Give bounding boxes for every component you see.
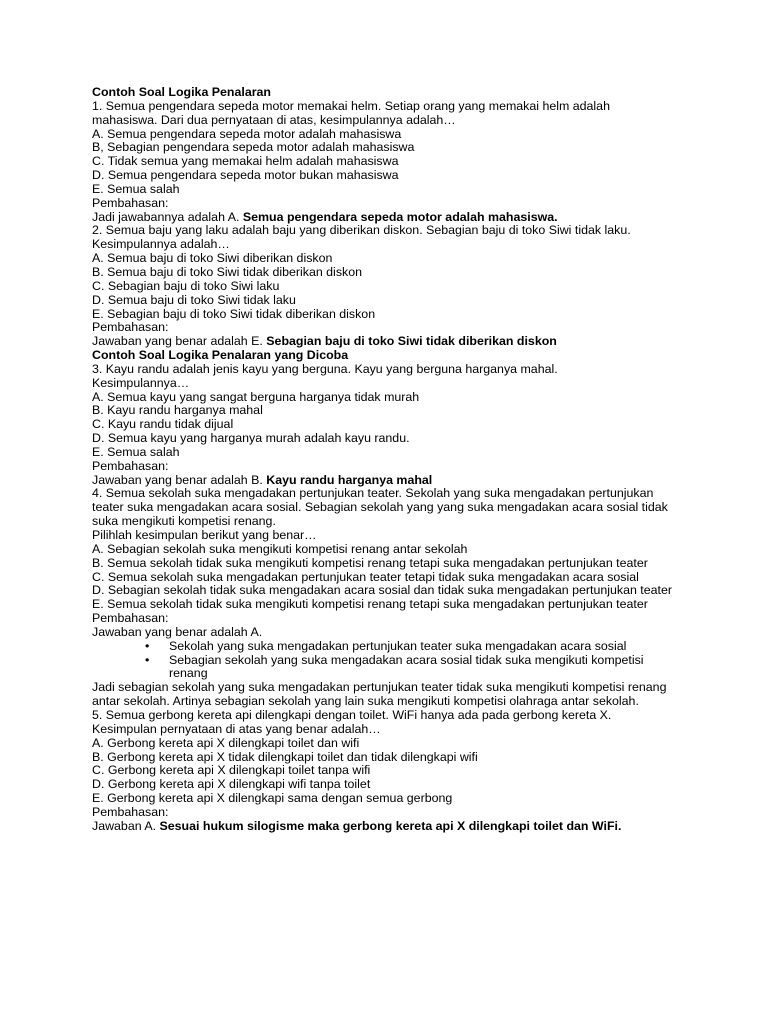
- option-e: E. Sebagian baju di toko Siwi tidak diberikan diskon: [92, 306, 376, 321]
- bullet-list: [92, 640, 692, 682]
- question-stem: 1. Semua pengendara sepeda motor memakai helm. Setiap orang yang memakai helm adalah mahasiswa. Dari dua pernyataan di atas, kesimpulannya adalah…: [92, 98, 610, 127]
- option-d: D. Semua baju di toko Siwi tidak laku: [92, 292, 296, 307]
- option-c: C. Kayu randu tidak dijual: [92, 417, 234, 432]
- question-3: [92, 363, 692, 488]
- bullet-icon: •: [145, 638, 150, 653]
- question-stem: 2. Semua baju yang laku adalah baju yang diberikan diskon. Sebagian baju di toko Siwi tidak laku. Kesimpulannya adalah…: [92, 223, 631, 252]
- option-e: E. Semua salah: [92, 181, 180, 196]
- question-5: [92, 709, 692, 834]
- answer-prefix: Jawaban yang benar adalah E.: [92, 334, 267, 349]
- answer-line: Jawaban yang benar adalah A.: [92, 624, 263, 639]
- discussion-label: Pembahasan:: [92, 320, 169, 335]
- discussion-label: Pembahasan:: [92, 804, 169, 819]
- question-prompt: Kesimpulan pernyataan di atas yang benar adalah…: [92, 721, 381, 736]
- answer-line: [92, 474, 692, 488]
- answer-text: Semua pengendara sepeda motor adalah mahasiswa.: [242, 209, 558, 224]
- conclusion-text: Jadi sebagian sekolah yang suka mengadakan pertunjukan teater tidak suka mengikuti kompetisi renang antar sekolah. Artinya sebagian sekolah yang lain suka mengikuti kompetisi olahraga antar sekolah.: [92, 680, 667, 709]
- question-stem: 4. Semua sekolah suka mengadakan pertunjukan teater. Sekolah yang suka mengadakan pertunjukan teater suka mengadakan acara sosial. Sebagian sekolah yang yang suka mengadakan acara sosial tidak suka mengikuti kompetisi renang.: [92, 486, 668, 529]
- option-d: D. Sebagian sekolah tidak suka mengadakan acara sosial dan tidak suka mengadakan pertunjukan teater: [92, 583, 672, 598]
- list-item-text: Sebagian sekolah yang suka mengadakan acara sosial tidak suka mengikuti kompetisi renang: [169, 652, 644, 681]
- list-item: [92, 640, 669, 654]
- option-b: B. Semua baju di toko Siwi tidak diberikan diskon: [92, 264, 362, 279]
- option-c: C. Gerbong kereta api X dilengkapi toilet tanpa wifi: [92, 763, 371, 778]
- discussion-label: Pembahasan:: [92, 458, 169, 473]
- option-b: B. Gerbong kereta api X tidak dilengkapi toilet dan tidak dilengkapi wifi: [92, 749, 478, 764]
- bullet-icon: •: [145, 652, 150, 667]
- answer-text: Sesuai hukum silogisme maka gerbong kereta api X dilengkapi toilet dan WiFi.: [159, 818, 622, 833]
- answer-prefix: Jadi jawabannya adalah A.: [92, 209, 243, 224]
- answer-prefix: Jawaban A.: [92, 818, 160, 833]
- option-c: C. Semua sekolah suka mengadakan pertunjukan teater tetapi tidak suka mengadakan acara sosial: [92, 569, 639, 584]
- question-1: [92, 100, 692, 225]
- option-a: A. Gerbong kereta api X dilengkapi toilet dan wifi: [92, 735, 360, 750]
- answer-text: Kayu randu harganya mahal: [266, 472, 433, 487]
- list-item: [92, 654, 669, 682]
- document-page: [92, 86, 692, 834]
- option-e: E. Semua sekolah tidak suka mengikuti kompetisi renang tetapi suka mengadakan pertunjukan teater: [92, 597, 648, 612]
- option-b: B. Kayu randu harganya mahal: [92, 403, 263, 418]
- option-d: D. Semua kayu yang harganya murah adalah kayu randu.: [92, 431, 410, 446]
- answer-line: [92, 335, 692, 349]
- section-title: Contoh Soal Logika Penalaran: [92, 85, 272, 99]
- option-b: B. Semua sekolah tidak suka mengikuti kompetisi renang tetapi suka mengadakan pertunjukan teater: [92, 555, 648, 570]
- option-b: B, Sebagian pengendara sepeda motor adalah mahasiswa: [92, 140, 415, 155]
- answer-line: [92, 211, 692, 225]
- option-d: D. Gerbong kereta api X dilengkapi wifi tanpa toilet: [92, 777, 371, 792]
- option-a: A. Semua pengendara sepeda motor adalah mahasiswa: [92, 126, 402, 141]
- option-d: D. Semua pengendara sepeda motor bukan mahasiswa: [92, 168, 399, 183]
- option-a: A. Semua baju di toko Siwi diberikan diskon: [92, 251, 333, 266]
- option-c: C. Tidak semua yang memakai helm adalah mahasiswa: [92, 154, 399, 169]
- option-e: E. Gerbong kereta api X dilengkapi sama dengan semua gerbong: [92, 791, 453, 806]
- option-c: C. Sebagian baju di toko Siwi laku: [92, 278, 280, 293]
- question-prompt: Pilihlah kesimpulan berikut yang benar…: [92, 528, 317, 542]
- discussion-label: Pembahasan:: [92, 611, 169, 626]
- option-a: A. Semua kayu yang sangat berguna harganya tidak murah: [92, 389, 420, 404]
- option-e: E. Semua salah: [92, 444, 180, 459]
- answer-line: [92, 820, 692, 834]
- section-title: Contoh Soal Logika Penalaran yang Dicoba: [92, 348, 349, 363]
- question-stem: 5. Semua gerbong kereta api dilengkapi dengan toilet. WiFi hanya ada pada gerbong kereta X.: [92, 707, 612, 722]
- list-item-text: Sekolah yang suka mengadakan pertunjukan teater suka mengadakan acara sosial: [169, 638, 627, 653]
- answer-text: Sebagian baju di toko Siwi tidak diberikan diskon: [266, 334, 557, 349]
- question-2: [92, 224, 692, 349]
- question-stem: 3. Kayu randu adalah jenis kayu yang berguna. Kayu yang berguna harganya mahal. Kesimpulannya…: [92, 361, 558, 390]
- discussion-label: Pembahasan:: [92, 195, 169, 210]
- option-a: A. Sebagian sekolah suka mengikuti kompetisi renang antar sekolah: [92, 541, 468, 556]
- answer-prefix: Jawaban yang benar adalah B.: [92, 472, 267, 487]
- question-4: [92, 487, 692, 709]
